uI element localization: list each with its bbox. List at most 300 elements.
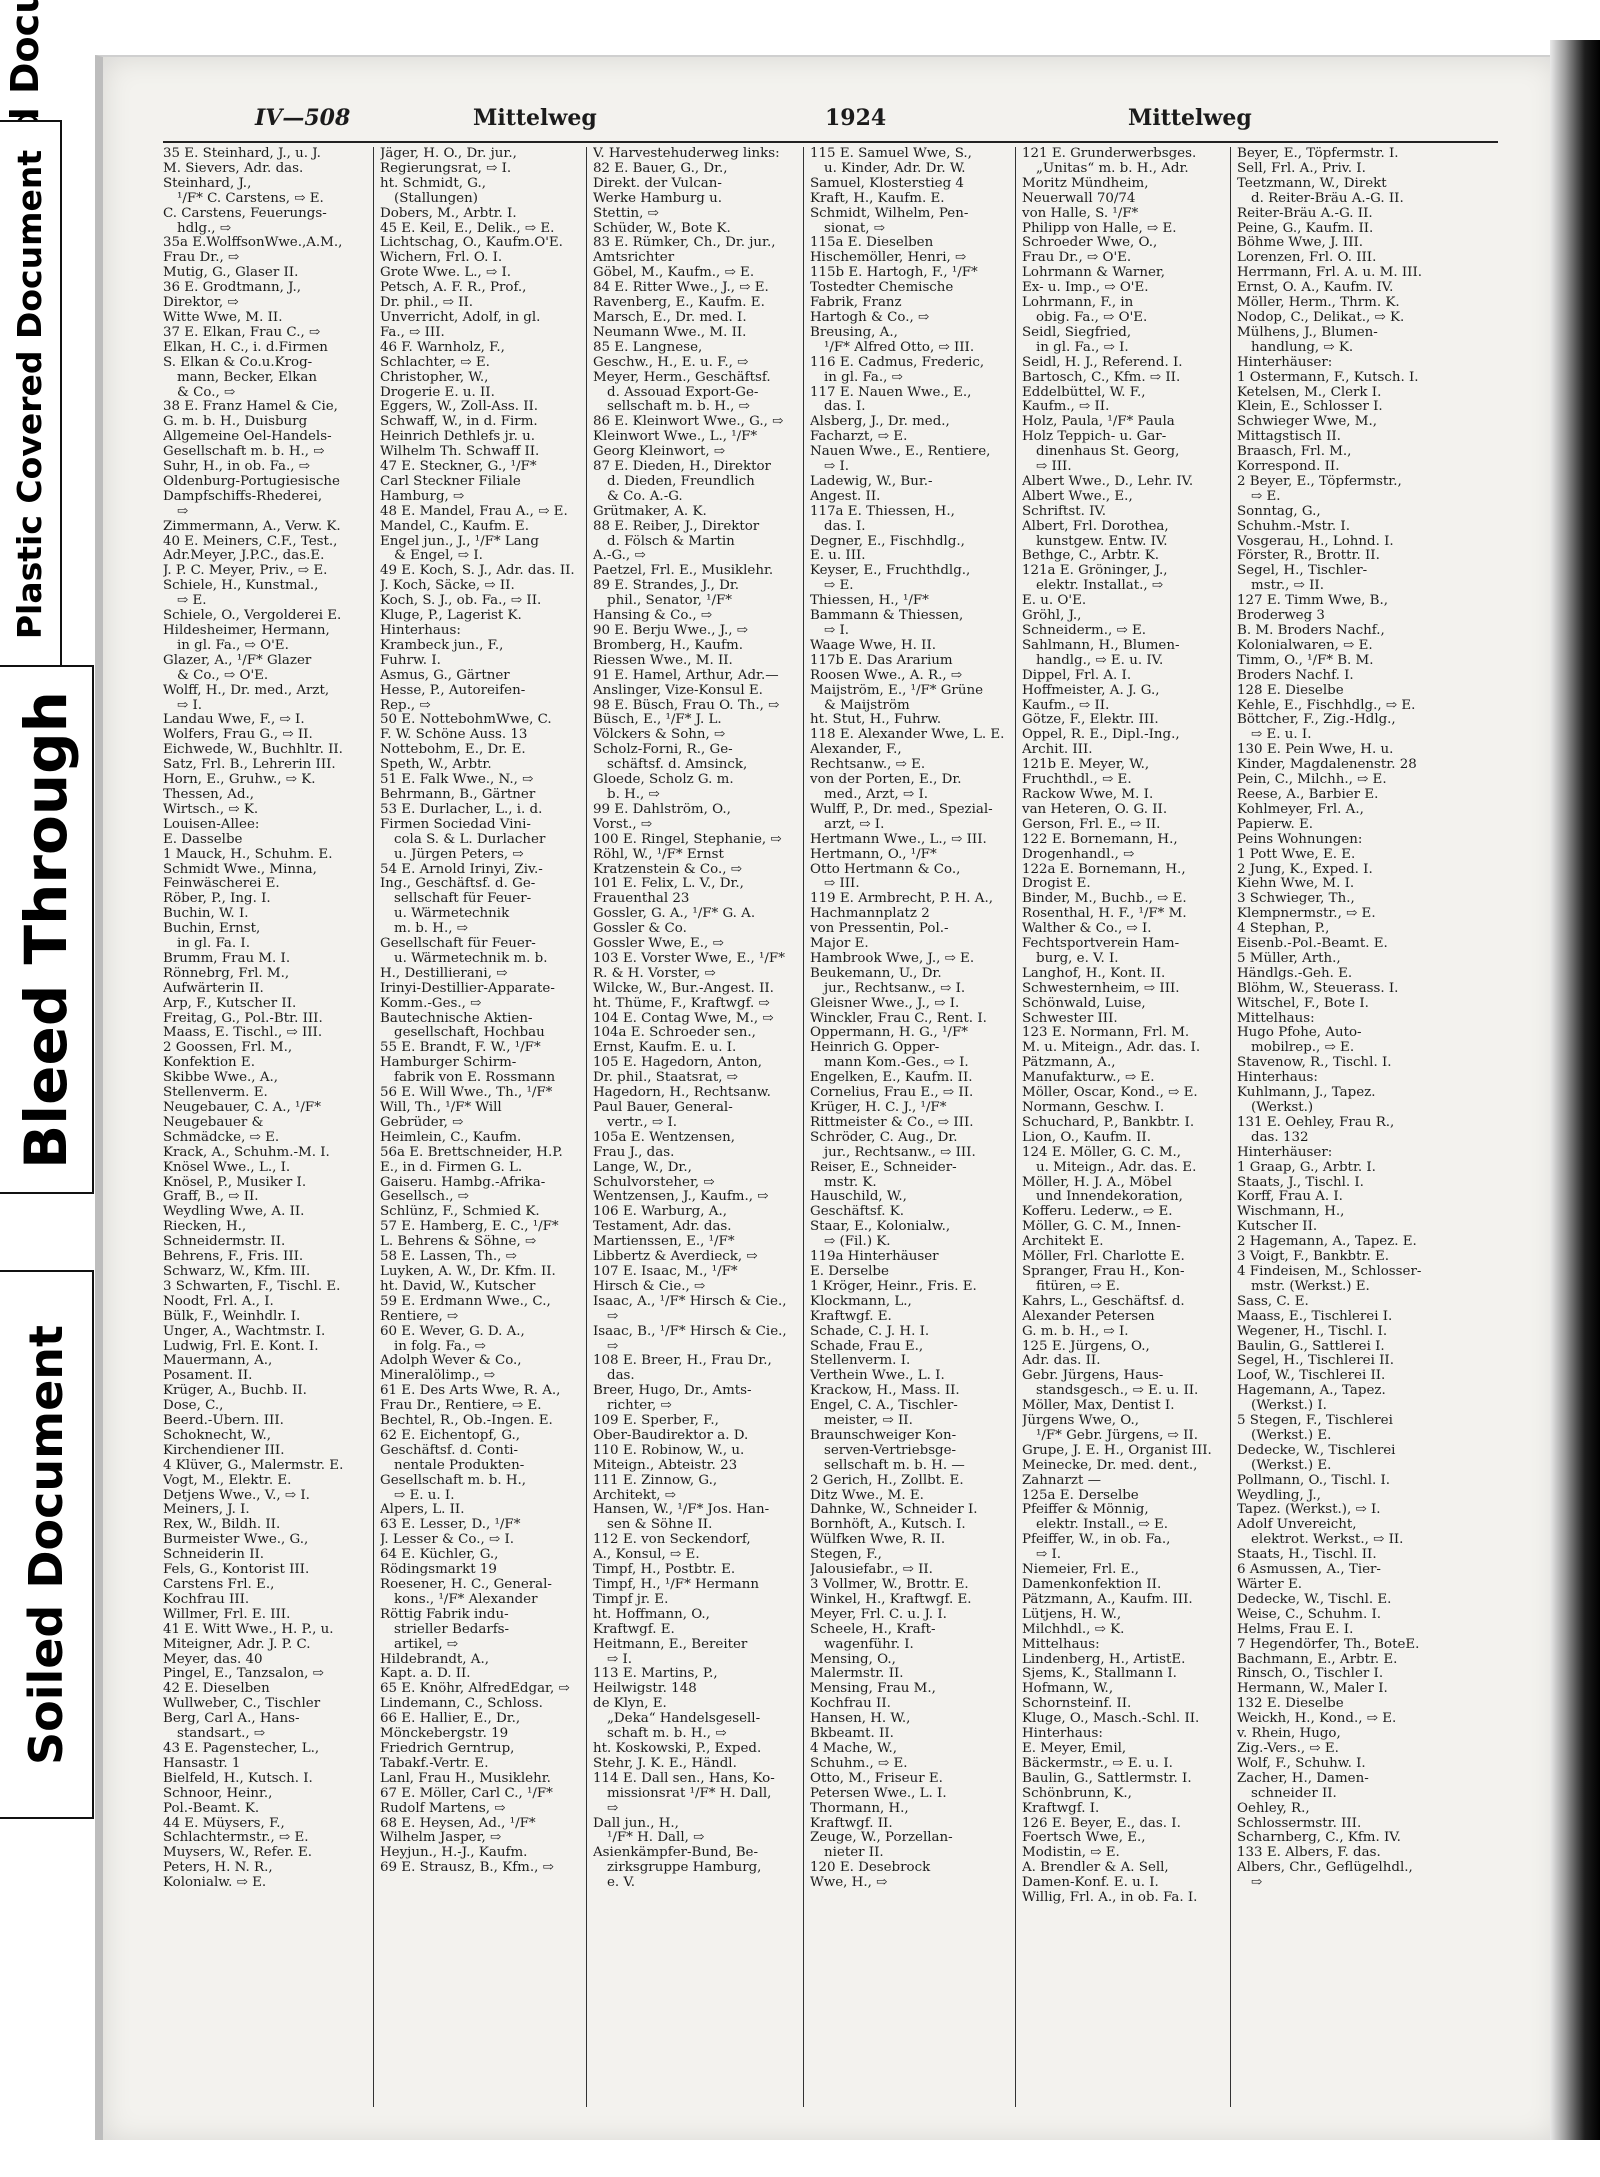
- directory-line: Firmen Sociedad Vini-: [380, 817, 531, 832]
- directory-line: Albert, Frl. Dorothea,: [1022, 519, 1169, 534]
- column-2: [373, 147, 582, 2107]
- directory-line: Hachmannplatz 2: [810, 907, 930, 922]
- directory-line: 57 E. Hamberg, E. C., ¹/F*: [380, 1220, 559, 1235]
- directory-line: 2 Hagemann, A., Tapez. E.: [1237, 1235, 1417, 1250]
- directory-line: und Innendekoration,: [1036, 1190, 1183, 1205]
- directory-line: 86 E. Kleinwort Wwe., G., ⇨: [593, 415, 784, 430]
- directory-line: Heyjun., H.-J., Kaufm.: [380, 1846, 528, 1861]
- directory-line: Adolph Wever & Co.,: [380, 1354, 522, 1369]
- directory-line: nieter II.: [824, 1846, 884, 1861]
- directory-line: artikel, ⇨: [394, 1637, 459, 1652]
- street-name-right: Mittelweg: [1128, 105, 1252, 131]
- directory-line: Krüger, A., Buchb. II.: [163, 1384, 307, 1399]
- directory-line: Schlossermstr. III.: [1237, 1816, 1362, 1831]
- directory-line: von Halle, S. ¹/F*: [1022, 206, 1139, 221]
- directory-line: Miteign., Abteistr. 23: [593, 1458, 738, 1473]
- directory-line: Petersen Wwe., L. I.: [810, 1786, 947, 1801]
- directory-line: Gesellschaft m. b. H.,: [380, 1473, 527, 1488]
- directory-line: Dampfschiffs-Rhederei,: [163, 489, 323, 504]
- directory-line: Samuel, Klosterstieg 4: [810, 176, 964, 191]
- directory-line: Koch, S. J., ob. Fa., ⇨ II.: [380, 594, 542, 609]
- directory-line: Thiessen, H., ¹/F*: [810, 594, 929, 609]
- directory-line: 109 E. Sperber, F.,: [593, 1414, 719, 1429]
- directory-line: Schroeder Wwe, O.,: [1022, 236, 1158, 251]
- directory-line: 1 Kröger, Heinr., Fris. E.: [810, 1279, 977, 1294]
- directory-line: Eddelbüttel, W. F.,: [1022, 385, 1146, 400]
- directory-line: Meyer, Herm., Geschäftsf.: [593, 370, 771, 385]
- directory-line: Möller, Frl. Charlotte E.: [1022, 1250, 1185, 1265]
- directory-line: Gossler & Co.: [593, 922, 687, 937]
- directory-line: Frau Dr., ⇨ O'E.: [1022, 251, 1132, 266]
- directory-line: Nottebohm, E., Dr. E.: [380, 743, 526, 758]
- directory-line: d. Reiter-Bräu A.-G. II.: [1251, 191, 1404, 206]
- directory-line: ⇨: [177, 504, 189, 519]
- directory-line: 125 E. Jürgens, O.,: [1022, 1339, 1150, 1354]
- directory-line: G. m. b. H., Duisburg: [163, 415, 308, 430]
- directory-line: Fuhrw. I.: [380, 653, 441, 668]
- directory-line: Manufakturw., ⇨ E.: [1022, 1071, 1155, 1086]
- directory-line: 123 E. Normann, Frl. M.: [1022, 1026, 1190, 1041]
- directory-line: Bornhöft, A., Kutsch. I.: [810, 1518, 966, 1533]
- directory-line: Geschäftsf. d. Conti-: [380, 1443, 519, 1458]
- directory-line: Asmus, G., Gärtner: [380, 668, 510, 683]
- directory-line: burg, e. V. I.: [1036, 951, 1119, 966]
- directory-line: Alexander Petersen: [1022, 1309, 1155, 1324]
- directory-line: 48 E. Mandel, Frau A., ⇨ E.: [380, 504, 568, 519]
- directory-line: 5 Müller, Arth.,: [1237, 951, 1341, 966]
- directory-line: 62 E. Eichentopf, G.,: [380, 1428, 521, 1443]
- directory-line: sionat, ⇨: [824, 221, 885, 236]
- directory-line: Wulff, P., Dr. med., Spezial-: [810, 802, 993, 817]
- directory-line: Waage Wwe, H. II.: [810, 638, 937, 653]
- directory-line: Zacher, H., Damen-: [1237, 1771, 1369, 1786]
- directory-line: Mönckebergstr. 19: [380, 1727, 509, 1742]
- directory-line: Mülhens, J., Blumen-: [1237, 325, 1378, 340]
- directory-line: Ernst, O. A., Kaufm. IV.: [1237, 281, 1394, 296]
- directory-line: 50 E. NottebohmWwe, C.: [380, 713, 552, 728]
- directory-line: Posament. II.: [163, 1369, 253, 1384]
- directory-line: 122a E. Bornemann, H.,: [1022, 862, 1186, 877]
- directory-line: Engel, C. A., Tischler-: [810, 1399, 958, 1414]
- directory-line: 54 E. Arnold Irinyi, Ziv.-: [380, 862, 543, 877]
- directory-line: Sonntag, G.,: [1237, 504, 1321, 519]
- directory-line: Winckler, Frau C., Rent. I.: [810, 1011, 987, 1026]
- directory-line: Hinterhäuser:: [1237, 1145, 1333, 1160]
- directory-line: 3 Voigt, F., Bankbtr. E.: [1237, 1250, 1389, 1265]
- directory-line: das.: [607, 1369, 635, 1384]
- directory-line: Timpf, H., Postbtr. E.: [593, 1563, 736, 1578]
- directory-line: Klempnermstr., ⇨ E.: [1237, 907, 1376, 922]
- directory-line: J. Lesser & Co., ⇨ I.: [380, 1533, 515, 1548]
- directory-line: Gebr. Jürgens, Haus-: [1022, 1369, 1164, 1384]
- directory-line: Cornelius, Frau E., ⇨ II.: [810, 1086, 974, 1101]
- directory-line: Blöhm, W., Steuerass. I.: [1237, 981, 1399, 996]
- directory-line: Willig, Frl. A., in ob. Fa. I.: [1022, 1891, 1198, 1906]
- directory-line: Eichwede, W., Buchhltr. II.: [163, 743, 343, 758]
- street-name-left: Mittelweg: [473, 105, 597, 131]
- column-4: [803, 147, 1013, 2107]
- directory-line: Will, Th., ¹/F* Will: [380, 1101, 502, 1115]
- directory-line: Werke Hamburg u.: [593, 191, 722, 206]
- directory-line: u. Kinder, Adr. Dr. W.: [824, 161, 966, 176]
- directory-line: Kochfrau II.: [810, 1697, 891, 1712]
- directory-line: Staar, E., Kolonialw.,: [810, 1220, 951, 1235]
- directory-line: Kleinwort Wwe., L., ¹/F*: [593, 430, 758, 445]
- directory-line: Händlgs.-Geh. E.: [1237, 966, 1353, 981]
- directory-line: Kluge, O., Masch.-Schl. II.: [1022, 1712, 1200, 1727]
- directory-line: Schröder, C. Aug., Dr.: [810, 1130, 958, 1145]
- directory-line: Engelken, E., Kaufm. II.: [810, 1071, 973, 1086]
- directory-line: Witschel, F., Bote I.: [1237, 996, 1369, 1011]
- directory-line: E. u. III.: [810, 549, 866, 564]
- directory-line: u. Wärmetechnik m. b.: [394, 951, 548, 966]
- directory-line: das. I.: [824, 400, 866, 415]
- directory-line: Testament, Adr. das.: [593, 1220, 732, 1235]
- directory-line: ⇨ E.: [1251, 489, 1281, 504]
- directory-line: Zahnarzt —: [1022, 1473, 1102, 1488]
- directory-line: Segel, H., Tischler-: [1237, 564, 1368, 579]
- directory-line: Schwaff, W., in d. Firm.: [380, 415, 538, 430]
- directory-line: Wwe, H., ⇨: [810, 1876, 888, 1891]
- directory-line: Scharnberg, C., Kfm. IV.: [1237, 1831, 1401, 1846]
- directory-line: Wischmann, H.,: [1237, 1205, 1345, 1220]
- directory-line: Mauermann, A.,: [163, 1354, 273, 1369]
- directory-line: schneider II.: [1251, 1786, 1337, 1801]
- directory-line: Seidl, Siegfried,: [1022, 325, 1132, 340]
- directory-line: 2 Beyer, E., Töpfermstr.,: [1237, 474, 1402, 489]
- directory-line: Foertsch Wwe, E.,: [1022, 1831, 1146, 1846]
- directory-line: richter, ⇨: [607, 1399, 672, 1414]
- directory-line: Damenkonfektion II.: [1022, 1578, 1162, 1592]
- directory-line: Georg Kleinwort, ⇨: [593, 445, 726, 460]
- directory-line: 58 E. Lassen, Th., ⇨: [380, 1250, 517, 1265]
- directory-line: Baulin, G., Sattlermstr. I.: [1022, 1771, 1192, 1786]
- directory-line: Riessen Wwe., M. II.: [593, 653, 733, 668]
- directory-line: Paul Bauer, General-: [593, 1101, 733, 1115]
- directory-line: 55 E. Brandt, F. W., ¹/F*: [380, 1041, 541, 1056]
- directory-line: u. Jürgen Peters, ⇨: [394, 847, 524, 862]
- directory-line: Wirtsch., ⇨ K.: [163, 802, 259, 817]
- directory-line: Thessen, Ad.,: [163, 787, 255, 802]
- directory-line: Hertmann Wwe., L., ⇨ III.: [810, 832, 987, 847]
- directory-line: Rudolf Martens, ⇨: [380, 1801, 506, 1816]
- directory-line: Schuhm.-Mstr. I.: [1237, 519, 1350, 534]
- directory-line: Glazer, A., ¹/F* Glazer: [163, 653, 312, 668]
- directory-line: Hesse, P., Autoreifen-: [380, 683, 526, 698]
- directory-line: 6 Asmussen, A., Tier-: [1237, 1563, 1381, 1578]
- directory-line: Schüder, W., Bote K.: [593, 221, 731, 236]
- directory-line: 117b E. Das Ararium: [810, 653, 953, 668]
- directory-line: Möller, H. J. A., Möbel: [1022, 1175, 1172, 1190]
- directory-line: Drogerie E. u. II.: [380, 385, 495, 400]
- directory-line: in gl. Fa., ⇨: [824, 370, 903, 385]
- directory-line: Roosen Wwe., A. R., ⇨: [810, 668, 963, 683]
- directory-line: Aufwärterin II.: [163, 981, 264, 996]
- directory-line: 110 E. Robinow, W., u.: [593, 1443, 745, 1458]
- directory-line: v. Rhein, Hugo,: [1237, 1727, 1341, 1742]
- directory-line: Kluge, P., Lagerist K.: [380, 609, 522, 624]
- directory-line: Gerson, Frl. E., ⇨ II.: [1022, 817, 1161, 832]
- directory-line: Hansing & Co., ⇨: [593, 609, 713, 624]
- directory-line: Schuhm., ⇨ E.: [810, 1756, 908, 1771]
- directory-line: & Maijström: [824, 698, 910, 713]
- directory-line: Ernst, Kaufm. E. u. I.: [593, 1041, 737, 1056]
- directory-line: Bethge, C., Arbtr. K.: [1022, 549, 1160, 564]
- directory-line: Kaufm., ⇨ II.: [1022, 400, 1110, 415]
- column-6: [1230, 147, 1442, 2107]
- directory-line: Willmer, Frl. E. III.: [163, 1607, 291, 1622]
- directory-line: Libbertz & Averdieck, ⇨: [593, 1250, 758, 1265]
- directory-line: Hinterhäuser:: [1237, 355, 1333, 370]
- directory-line: Böttcher, F., Zig.-Hdlg.,: [1237, 713, 1396, 728]
- directory-line: Architekt, ⇨: [593, 1488, 677, 1503]
- directory-line: Schlachtermstr., ⇨ E.: [163, 1831, 309, 1846]
- directory-line: Mandel, C., Kaufm. E.: [380, 519, 529, 534]
- directory-line: 41 E. Witt Wwe., H. P., u.: [163, 1622, 334, 1637]
- directory-line: 47 E. Steckner, G., ¹/F*: [380, 460, 537, 475]
- directory-line: mobilrep., ⇨ E.: [1251, 1041, 1355, 1056]
- directory-line: Schmädcke, ⇨ E.: [163, 1130, 280, 1145]
- directory-page: [95, 55, 1558, 2142]
- directory-line: B. M. Broders Nachf.,: [1237, 624, 1385, 638]
- directory-line: Frau J., das.: [593, 1145, 675, 1160]
- directory-line: Kohlmeyer, Frl. A.,: [1237, 802, 1364, 817]
- directory-line: Marsch, E., Dr. med. I.: [593, 310, 747, 325]
- directory-line: 69 E. Strausz, B., Kfm., ⇨: [380, 1861, 554, 1876]
- page-shadow-edge: [1550, 40, 1600, 2140]
- directory-line: Weise, C., Schuhm. I.: [1237, 1607, 1382, 1622]
- directory-line: Schwesternheim, ⇨ III.: [1022, 981, 1180, 996]
- directory-line: Kraftwgf. E.: [593, 1622, 675, 1637]
- directory-line: Wegener, H., Tischl. I.: [1237, 1324, 1388, 1339]
- directory-line: ⇨ E.: [824, 579, 854, 594]
- directory-line: Hansastr. 1: [163, 1756, 241, 1771]
- directory-line: Fruchthdl., ⇨ E.: [1022, 773, 1132, 788]
- directory-line: Landau Wwe, F., ⇨ I.: [163, 713, 305, 728]
- directory-line: das. 132: [1251, 1130, 1309, 1145]
- directory-line: J. P. C. Meyer, Priv., ⇨ E.: [163, 564, 328, 579]
- directory-line: 1 Mauck, H., Schuhm. E.: [163, 847, 333, 862]
- directory-line: Eisenb.-Pol.-Beamt. E.: [1237, 937, 1388, 952]
- directory-line: 49 E. Koch, S. J., Adr. das. II.: [380, 564, 575, 579]
- directory-line: (Stallungen): [394, 191, 478, 206]
- directory-line: 121b E. Meyer, W.,: [1022, 758, 1150, 773]
- directory-line: Büsch, E., ¹/F* J. L.: [593, 713, 722, 728]
- directory-line: Fels, G., Kontorist III.: [163, 1563, 310, 1578]
- directory-line: Rinsch, O., Tischler I.: [1237, 1667, 1384, 1682]
- directory-line: Stettin, ⇨: [593, 206, 659, 221]
- directory-line: Hermann, W., Maler I.: [1237, 1682, 1388, 1697]
- directory-line: Reiter-Bräu A.-G. II.: [1237, 206, 1373, 221]
- directory-line: 121 E. Grunderwerbsges.: [1022, 147, 1197, 161]
- directory-line: standsgesch., ⇨ E. u. II.: [1036, 1384, 1199, 1399]
- directory-line: Staats, J., Tischl. I.: [1237, 1175, 1364, 1190]
- directory-line: Stavenow, R., Tischl. I.: [1237, 1056, 1392, 1071]
- directory-line: Oppel, R. E., Dipl.-Ing.,: [1022, 728, 1180, 743]
- directory-line: Luyken, A. W., Dr. Kfm. II.: [380, 1264, 556, 1279]
- directory-line: ¹/F* Alfred Otto, ⇨ III.: [824, 340, 975, 355]
- directory-line: ⇨ E. u. I.: [394, 1488, 455, 1503]
- directory-line: Rex, W., Bildh. II.: [163, 1518, 281, 1533]
- directory-line: Schulvorsteher, ⇨: [593, 1175, 715, 1190]
- directory-line: Jalousiefabr., ⇨ II.: [810, 1563, 933, 1578]
- directory-line: phil., Senator, ¹/F*: [607, 594, 732, 609]
- directory-line: Korff, Frau A. I.: [1237, 1190, 1343, 1205]
- directory-line: Sass, C. E.: [1237, 1294, 1309, 1309]
- directory-line: Ing., Geschäftsf. d. Ge-: [380, 877, 536, 892]
- directory-line: Braunschweiger Kon-: [810, 1428, 957, 1443]
- directory-line: Kraft, H., Kaufm. E.: [810, 191, 945, 206]
- directory-line: 46 F. Warnholz, F.,: [380, 340, 505, 355]
- directory-line: Normann, Geschw. I.: [1022, 1101, 1165, 1115]
- directory-line: Staats, H., Tischl. II.: [1237, 1548, 1377, 1563]
- directory-line: Major E.: [810, 937, 869, 952]
- directory-line: 4 Findeisen, M., Schlosser-: [1237, 1264, 1422, 1279]
- directory-line: Völckers & Sohn, ⇨: [593, 728, 726, 743]
- directory-line: Hugo Pfohe, Auto-: [1237, 1026, 1362, 1041]
- directory-line: ht. Koskowski, P., Exped.: [593, 1741, 762, 1756]
- directory-line: kunstgew. Entw. IV.: [1036, 534, 1168, 549]
- directory-line: 60 E. Wever, G. D. A.,: [380, 1324, 525, 1339]
- directory-line: Schmidt Wwe., Minna,: [163, 862, 317, 877]
- directory-line: sellschaft m. b. H. —: [824, 1458, 965, 1473]
- directory-line: Vorst., ⇨: [593, 817, 653, 832]
- directory-line: Hirsch & Cie., ⇨: [593, 1279, 706, 1294]
- directory-line: Bkbeamt. II.: [810, 1727, 894, 1742]
- directory-line: 4 Mache, W.,: [810, 1741, 897, 1756]
- directory-line: elektr. Installat., ⇨: [1036, 579, 1164, 594]
- directory-line: in gl. Fa., ⇨ O'E.: [177, 638, 289, 653]
- directory-line: Angest. II.: [810, 489, 881, 504]
- directory-line: Teetzmann, W., Direkt: [1237, 176, 1387, 191]
- directory-line: Kuhlmann, J., Tapez.: [1237, 1086, 1376, 1101]
- directory-line: Röber, P., Ing. I.: [163, 892, 271, 907]
- year: 1924: [825, 105, 887, 131]
- directory-line: Friedrich Gerntrup,: [380, 1741, 515, 1756]
- directory-line: 2 Gerich, H., Zollbt. E.: [810, 1473, 964, 1488]
- directory-line: 56a E. Brettschneider, H.P.: [380, 1145, 563, 1160]
- directory-line: 118 E. Alexander Wwe, L. E.: [810, 728, 1005, 743]
- directory-line: Oppermann, H. G., ¹/F*: [810, 1026, 968, 1041]
- directory-line: Sell, Frl. A., Priv. I.: [1237, 161, 1366, 176]
- directory-line: Burmeister Wwe., G.,: [163, 1533, 309, 1548]
- directory-line: Keyser, E., Fruchthdlg.,: [810, 564, 971, 579]
- directory-line: 107 E. Isaac, M., ¹/F*: [593, 1264, 738, 1279]
- directory-line: Lindenberg, H., ArtistE.: [1022, 1652, 1186, 1667]
- directory-line: Spranger, Frau H., Kon-: [1022, 1264, 1185, 1279]
- directory-line: Bammann & Thiessen,: [810, 609, 964, 624]
- directory-line: 119 E. Armbrecht, P. H. A.,: [810, 892, 993, 907]
- directory-line: Konfektion E.: [163, 1056, 255, 1071]
- archive-edge: [0, 0, 95, 2177]
- directory-line: de Klyn, E.: [593, 1697, 667, 1712]
- directory-line: Kofferu. Lederw., ⇨ E.: [1022, 1205, 1173, 1220]
- directory-line: Winkel, H., Kraftwgf. E.: [810, 1592, 972, 1607]
- directory-line: mann Kom.-Ges., ⇨ I.: [824, 1056, 969, 1071]
- directory-line: 115b E. Hartogh, F., ¹/F*: [810, 266, 978, 281]
- directory-line: Geschäftsf. K.: [810, 1205, 905, 1220]
- directory-line: Timpf, H., ¹/F* Hermann: [593, 1578, 759, 1592]
- directory-line: Nodop, C., Delikat., ⇨ K.: [1237, 310, 1405, 325]
- directory-line: Skibbe Wwe., A.,: [163, 1071, 278, 1086]
- directory-line: 36 E. Grodtmann, J.,: [163, 281, 301, 296]
- directory-line: Modistin, ⇨ E.: [1022, 1846, 1120, 1861]
- directory-line: Architekt E.: [1022, 1235, 1104, 1250]
- directory-line: Gaiseru. Hambg.-Afrika-: [380, 1175, 546, 1190]
- directory-line: Wullweber, C., Tischler: [163, 1697, 321, 1712]
- directory-line: Broderweg 3: [1237, 609, 1325, 624]
- directory-line: Pingel, E., Tanzsalon, ⇨: [163, 1667, 324, 1682]
- directory-line: 65 E. Knöhr, AlfredEdgar, ⇨: [380, 1682, 570, 1697]
- directory-line: Rittmeister & Co., ⇨ III.: [810, 1115, 974, 1130]
- directory-line: Beyer, E., Töpfermstr. I.: [1237, 147, 1399, 161]
- directory-line: Carstens Frl. E.,: [163, 1578, 275, 1592]
- directory-line: Seidl, H. J., Referend. I.: [1022, 355, 1183, 370]
- directory-line: Thormann, H.,: [810, 1801, 909, 1816]
- directory-line: Paetzel, Frl. E., Musiklehr.: [593, 564, 774, 579]
- directory-line: ht. Hoffmann, O.,: [593, 1607, 710, 1622]
- directory-line: e. V.: [607, 1876, 636, 1891]
- directory-line: Rönnebrg, Frl. M.,: [163, 966, 290, 981]
- directory-line: A., Konsul, ⇨ E.: [593, 1548, 700, 1563]
- directory-line: Regierungsrat, ⇨ I.: [380, 161, 512, 176]
- directory-line: 68 E. Heysen, Ad., ¹/F*: [380, 1816, 536, 1831]
- directory-line: Detjens Wwe., V., ⇨ I.: [163, 1488, 310, 1503]
- directory-line: (Werkst.): [1251, 1101, 1314, 1115]
- directory-line: Lohrmann, F., in: [1022, 296, 1134, 311]
- directory-line: Stellenverm. E.: [163, 1086, 268, 1101]
- page-number: IV—508: [255, 105, 351, 131]
- directory-line: Feinwäscherei E.: [163, 877, 280, 892]
- directory-line: Gesellschaft m. b. H., ⇨: [163, 445, 325, 460]
- directory-line: Schnoor, Heinr.,: [163, 1786, 273, 1801]
- directory-line: Wärter E.: [1237, 1578, 1302, 1592]
- directory-line: Hildebrandt, A.,: [380, 1652, 489, 1667]
- directory-line: 53 E. Durlacher, L., i. d.: [380, 802, 543, 817]
- directory-line: Mittelhaus:: [1237, 1011, 1315, 1026]
- directory-line: 87 E. Dieden, H., Direktor: [593, 460, 771, 475]
- column-3: [586, 147, 798, 2107]
- directory-line: Drogenhandl., ⇨: [1022, 847, 1135, 862]
- directory-line: 37 E. Elkan, Frau C., ⇨: [163, 325, 321, 340]
- directory-line: Hamburg, ⇨: [380, 489, 465, 504]
- directory-line: 98 E. Büsch, Frau O. Th., ⇨: [593, 698, 780, 713]
- directory-line: Dedecke, W., Tischlerei: [1237, 1443, 1396, 1458]
- directory-line: Wilhelm Th. Schwaff II.: [380, 445, 540, 460]
- directory-line: d. Assouad Export-Ge-: [607, 385, 759, 400]
- directory-line: ⇨ I.: [824, 460, 850, 475]
- directory-line: Gesellsch., ⇨: [380, 1190, 469, 1205]
- directory-line: Kirchendiener III.: [163, 1443, 285, 1458]
- directory-line: Kraftwgf. II.: [810, 1816, 893, 1831]
- directory-line: 35 E. Steinhard, J., u. J.: [163, 147, 321, 161]
- directory-line: Wilhelm Jasper, ⇨: [380, 1831, 502, 1846]
- directory-line: 40 E. Meiners, C.F., Test.,: [163, 534, 338, 549]
- directory-line: 1 Graap, G., Arbtr. I.: [1237, 1160, 1376, 1175]
- directory-line: Alexander, F.,: [810, 743, 902, 758]
- directory-line: Kolonialw. ⇨ E.: [163, 1876, 267, 1891]
- directory-line: u. Wärmetechnik: [394, 907, 510, 922]
- directory-line: Papierw. E.: [1237, 817, 1313, 832]
- directory-line: Hildesheimer, Hermann,: [163, 624, 330, 638]
- directory-line: Schade, C. J. H. I.: [810, 1324, 930, 1339]
- directory-line: 7 Hegendörfer, Th., BoteE.: [1237, 1637, 1420, 1652]
- directory-line: Schneiderin II.: [163, 1548, 265, 1563]
- directory-line: Peins Wohnungen:: [1237, 832, 1363, 847]
- directory-line: Albert Wwe., D., Lehr. IV.: [1022, 474, 1194, 489]
- directory-line: van Heteren, O. G. II.: [1022, 802, 1168, 817]
- directory-line: Buchin, Ernst,: [163, 922, 261, 937]
